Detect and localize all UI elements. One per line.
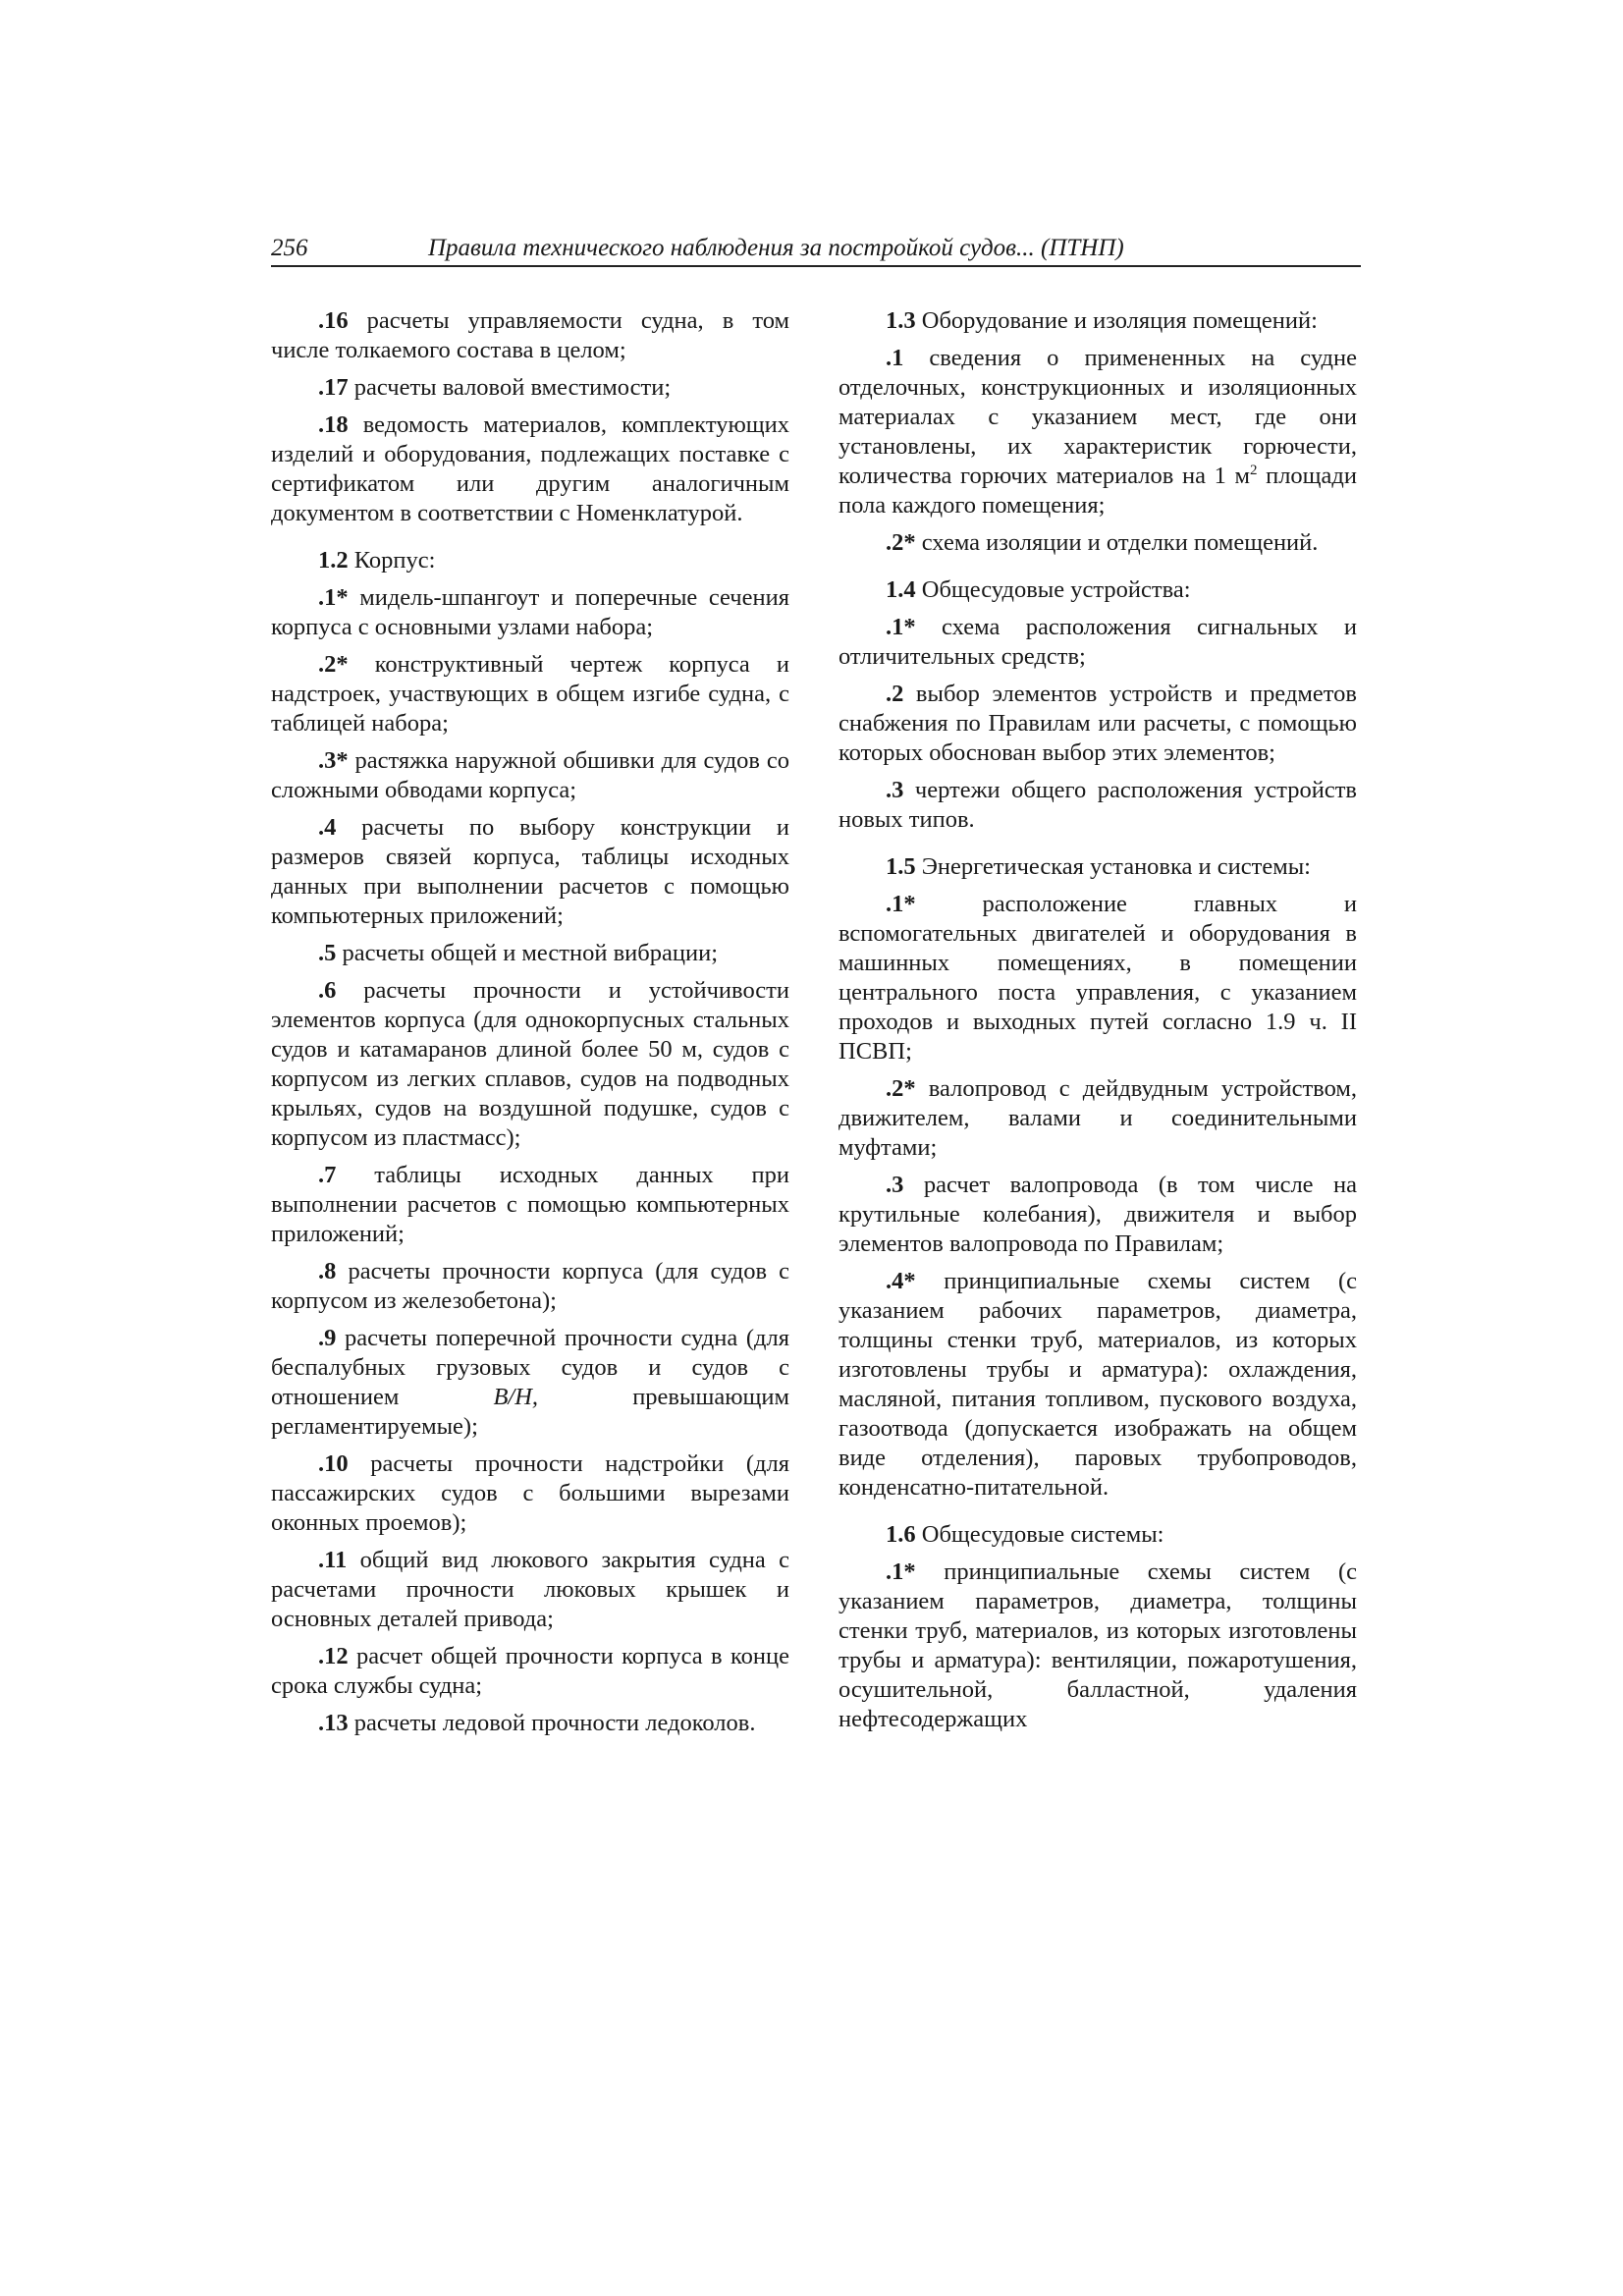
section-1-5-heading: 1.5 Энергетическая установка и системы: [886, 853, 1311, 880]
item-1-2-6: .6 расчеты прочности и устойчивости элементов корпуса (для однокорпусных стальных судов и катамаранов длиной более 50 м, судов с корпусом из легких сплавов, судов на подводных крыльях, судов на воздушной подушке, судов с корпусом из пластмасс); [271, 977, 789, 1151]
running-header [271, 230, 1361, 267]
item-1-2-11: .11 общий вид люкового закрытия судна с расчетами прочности люковых крышек и основных деталей привода; [271, 1547, 789, 1632]
section-1-2-heading: 1.2 Корпус: [318, 547, 436, 574]
section-1-6-heading: 1.6 Общесудовые системы: [886, 1521, 1164, 1548]
item-1-17: .17 расчеты валовой вместимости; [318, 374, 672, 401]
item-1-2-1: .1* мидель-шпангоут и поперечные сечения корпуса с основными узлами набора; [271, 584, 789, 640]
item-1-3-1: .1 сведения о примененных на судне отделочных, конструкционных и изоляционных материалах с указанием мест, где они установлены, их характеристик горючести, количества горючих материалов на 1 $м^2$ площади пола каждого помещения; [839, 345, 1357, 519]
item-1-2-10: .10 расчеты прочности надстройки (для пассажирских судов с большими вырезами оконных проемов); [271, 1450, 789, 1536]
running-title: Правила технического наблюдения за постройкой судов... (ПТНП) [428, 235, 1124, 261]
item-1-2-13: .13 расчеты ледовой прочности ледоколов. [318, 1710, 756, 1736]
item-1-5-1: .1* расположение главных и вспомогательных двигателей и оборудования в машинных помещениях, в помещении центрального поста управления, с указанием проходов и выходных путей согласно 1.9 ч. II ПСВП; [839, 891, 1357, 1065]
item-1-5-3: .3 расчет валопровода (в том числе на крутильные колебания), движителя и выбор элементов валопровода по Правилам; [839, 1172, 1357, 1257]
item-1-2-2: .2* конструктивный чертеж корпуса и надстроек, участвующих в общем изгибе судна, с таблицей набора; [271, 651, 789, 737]
item-1-2-8: .8 расчеты прочности корпуса (для судов с корпусом из железобетона); [271, 1258, 789, 1314]
section-1-3-heading: 1.3 Оборудование и изоляция помещений: [886, 307, 1318, 334]
item-1-2-5: .5 расчеты общей и местной вибрации; [318, 940, 719, 966]
item-1-4-1: .1* схема расположения сигнальных и отличительных средств; [839, 614, 1357, 670]
item-1-18: .18 ведомость материалов, комплектующих изделий и оборудования, подлежащих поставке с сертификатом или другим аналогичным документом в соответствии с Номенклатурой. [271, 411, 789, 526]
item-1-2-3: .3* растяжка наружной обшивки для судов со сложными обводами корпуса; [271, 747, 789, 803]
item-1-16: .16 расчеты управляемости судна, в том числе толкаемого состава в целом; [271, 307, 789, 363]
item-1-5-2: .2* валопровод с дейдвудным устройством, движителем, валами и соединительными муфтами; [839, 1075, 1357, 1161]
item-1-2-9: .9 расчеты поперечной прочности судна (для беспалубных грузовых судов и судов с отношением B/H, превышающим регламентируемые); [271, 1325, 789, 1440]
item-1-3-2: .2* схема изоляции и отделки помещений. [886, 529, 1319, 556]
item-1-4-3: .3 чертежи общего расположения устройств новых типов. [839, 777, 1357, 833]
item-1-2-7: .7 таблицы исходных данных при выполнении расчетов с помощью компьютерных приложений; [271, 1162, 789, 1247]
item-1-6-1: .1* принципиальные схемы систем (с указанием параметров, диаметра, толщины стенки труб, материалов, из которых изготовлены трубы и арматура): вентиляции, пожаротушения, осушительной, балластной, удаления нефтесодержащих [839, 1558, 1357, 1732]
left-column [271, 306, 789, 1746]
item-1-2-4: .4 расчеты по выбору конструкции и размеров связей корпуса, таблицы исходных данных при выполнении расчетов с помощью компьютерных приложений; [271, 814, 789, 929]
section-1-4-heading: 1.4 Общесудовые устройства: [886, 576, 1191, 603]
right-column [839, 306, 1357, 1742]
item-1-2-12: .12 расчет общей прочности корпуса в конце срока службы судна; [271, 1643, 789, 1699]
item-1-4-2: .2 выбор элементов устройств и предметов снабжения по Правилам или расчеты, с помощью которых обоснован выбор этих элементов; [839, 681, 1357, 766]
item-1-5-4: .4* принципиальные схемы систем (с указанием рабочих параметров, диаметра, толщины стенки труб, материалов, из которых изготовлены трубы и арматура): охлаждения, масляной, питания топливом, пускового воздуха, газоотвода (допускается изображать на общем виде отделения), паровых трубопроводов, конденсатно-питательной. [839, 1268, 1357, 1501]
page-number: 256 [271, 235, 308, 261]
